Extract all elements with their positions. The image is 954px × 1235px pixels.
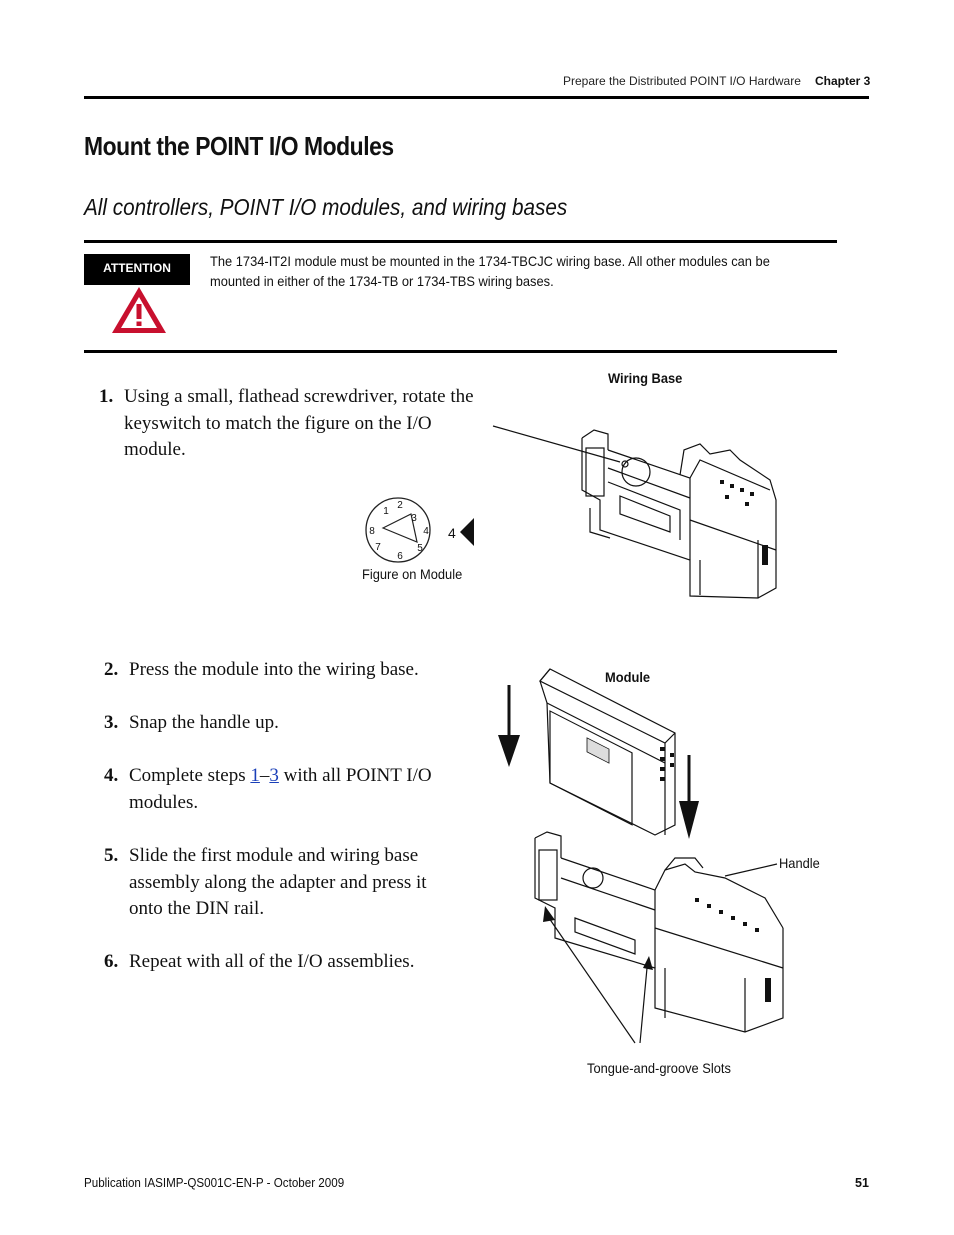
step-2-text: Press the module into the wiring base. xyxy=(129,659,419,680)
dial-number-5: 5 xyxy=(417,543,423,554)
page-title: Mount the POINT I/O Modules xyxy=(84,131,394,161)
running-header-chapter: Chapter 3 xyxy=(815,74,871,88)
header-rule xyxy=(84,96,869,99)
slots-label: Tongue-and-groove Slots xyxy=(587,1060,731,1076)
step-4-text-post: with all POINT I/O xyxy=(278,765,432,786)
figure-on-module-label: Figure on Module xyxy=(362,566,463,582)
step-2-number: 2. xyxy=(104,659,119,680)
attention-line-1: The 1734-IT2I module must be mounted in the 1734-TBCJC wiring base. All other modules can be xyxy=(210,253,770,269)
step-1-number: 1. xyxy=(99,386,114,407)
step-5-line-1: Slide the first module and wiring base xyxy=(129,845,419,866)
attention-badge: ATTENTION xyxy=(84,254,190,285)
attention-bottom-rule xyxy=(84,350,837,353)
step-6-number: 6. xyxy=(104,951,119,972)
keyswitch-marker-icon xyxy=(460,518,474,546)
dial-number-8: 8 xyxy=(369,526,375,537)
slot-arrow-left-icon xyxy=(543,906,555,922)
module-illustration xyxy=(495,663,705,843)
dial-number-3: 3 xyxy=(411,513,417,524)
step-5-line-3: onto the DIN rail. xyxy=(129,898,265,919)
dial-number-2: 2 xyxy=(397,500,403,511)
wiring-base-illustration xyxy=(490,420,790,605)
attention-top-rule xyxy=(84,240,837,243)
dial-number-1: 1 xyxy=(383,506,389,517)
slot-arrow-right-icon xyxy=(643,956,653,970)
dial-number-4: 4 xyxy=(423,526,429,537)
attention-line-2: mounted in either of the 1734-TB or 1734-TBS wiring bases. xyxy=(210,273,554,289)
step-3-text: Snap the handle up. xyxy=(129,712,279,733)
step-1-line-3: module. xyxy=(124,439,186,460)
step-4-line-2: modules. xyxy=(129,791,199,813)
step-1-link[interactable]: 1 xyxy=(250,765,260,786)
keyswitch-dial-figure xyxy=(360,492,480,568)
step-4-text-pre: Complete steps xyxy=(129,765,251,786)
dial-number-7: 7 xyxy=(375,542,381,553)
running-header-section: Prepare the Distributed POINT I/O Hardware xyxy=(563,74,801,88)
keyswitch-value: 4 xyxy=(448,525,456,541)
step-5-number: 5. xyxy=(104,845,119,866)
step-5-line-2: assembly along the adapter and press it xyxy=(129,871,427,893)
step-4-dash: – xyxy=(259,765,270,786)
wiring-base-label: Wiring Base xyxy=(608,370,683,386)
step-1-line-1: Using a small, flathead screwdriver, rotate the xyxy=(124,386,474,407)
assembly-illustration xyxy=(525,828,815,1068)
step-3-link[interactable]: 3 xyxy=(269,765,279,786)
module-label: Module xyxy=(605,669,651,685)
step-6-text: Repeat with all of the I/O assemblies. xyxy=(129,951,415,972)
attention-text xyxy=(210,251,780,291)
dial-number-6: 6 xyxy=(397,551,403,562)
step-4-number: 4. xyxy=(104,765,119,786)
press-down-arrow-left-icon xyxy=(498,735,520,767)
step-3-number: 3. xyxy=(104,712,119,733)
step-1-line-2: keyswitch to match the figure on the I/O xyxy=(124,412,432,434)
footer-publication: Publication IASIMP-QS001C-EN-P - October 2009 xyxy=(84,1176,345,1190)
warning-triangle-icon xyxy=(109,283,169,337)
footer-page-number: 51 xyxy=(855,1176,869,1190)
page-subtitle: All controllers, POINT I/O modules, and wiring bases xyxy=(84,194,568,220)
handle-label: Handle xyxy=(779,855,820,871)
